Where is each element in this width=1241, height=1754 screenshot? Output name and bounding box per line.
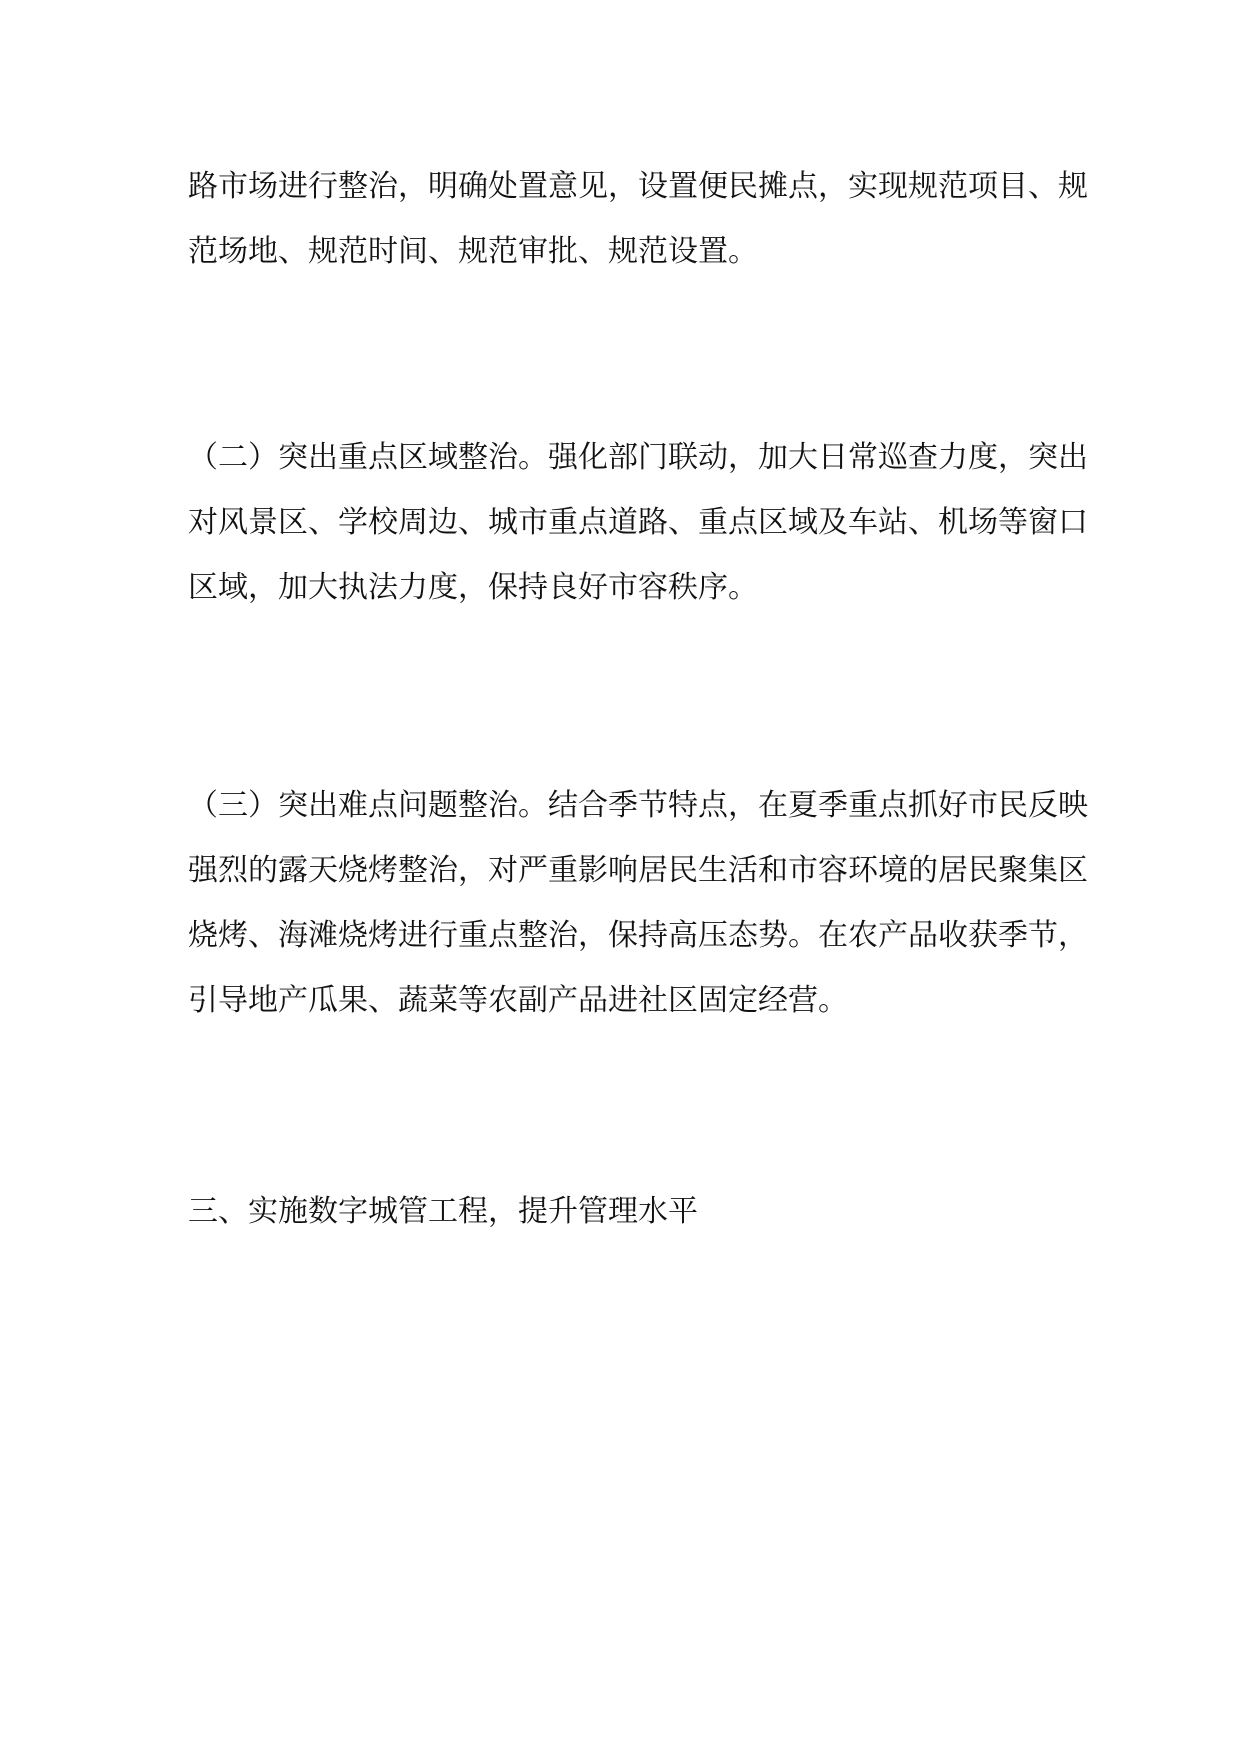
section-heading-digital-management [188,1179,1088,1244]
text-line: 范场地、规范时间、规范审批、规范设置。 [188,234,758,269]
text-line: 引导地产瓜果、蔬菜等农副产品进社区固定经营。 [188,983,848,1018]
text-line: 对风景区、学校周边、城市重点道路、重点区域及车站、机场等窗口 [188,505,1088,540]
paragraph-market-regulation [188,154,1088,284]
text-line: 区域，加大执法力度，保持良好市容秩序。 [188,570,758,605]
text-line: 路市场进行整治，明确处置意见，设置便民摊点，实现规范项目、规 [188,169,1088,204]
text-line: 三、实施数字城管工程，提升管理水平 [188,1194,698,1229]
text-line: 强烈的露天烧烤整治，对严重影响居民生活和市容环境的居民聚集区 [188,853,1088,888]
text-line: （二）突出重点区域整治。强化部门联动，加大日常巡查力度，突出 [188,440,1088,475]
paragraph-key-areas [188,425,1088,620]
text-line: 烧烤、海滩烧烤进行重点整治，保持高压态势。在农产品收获季节， [188,918,1088,953]
text-line: （三）突出难点问题整治。结合季节特点，在夏季重点抓好市民反映 [188,788,1088,823]
paragraph-difficult-issues [188,773,1088,1033]
